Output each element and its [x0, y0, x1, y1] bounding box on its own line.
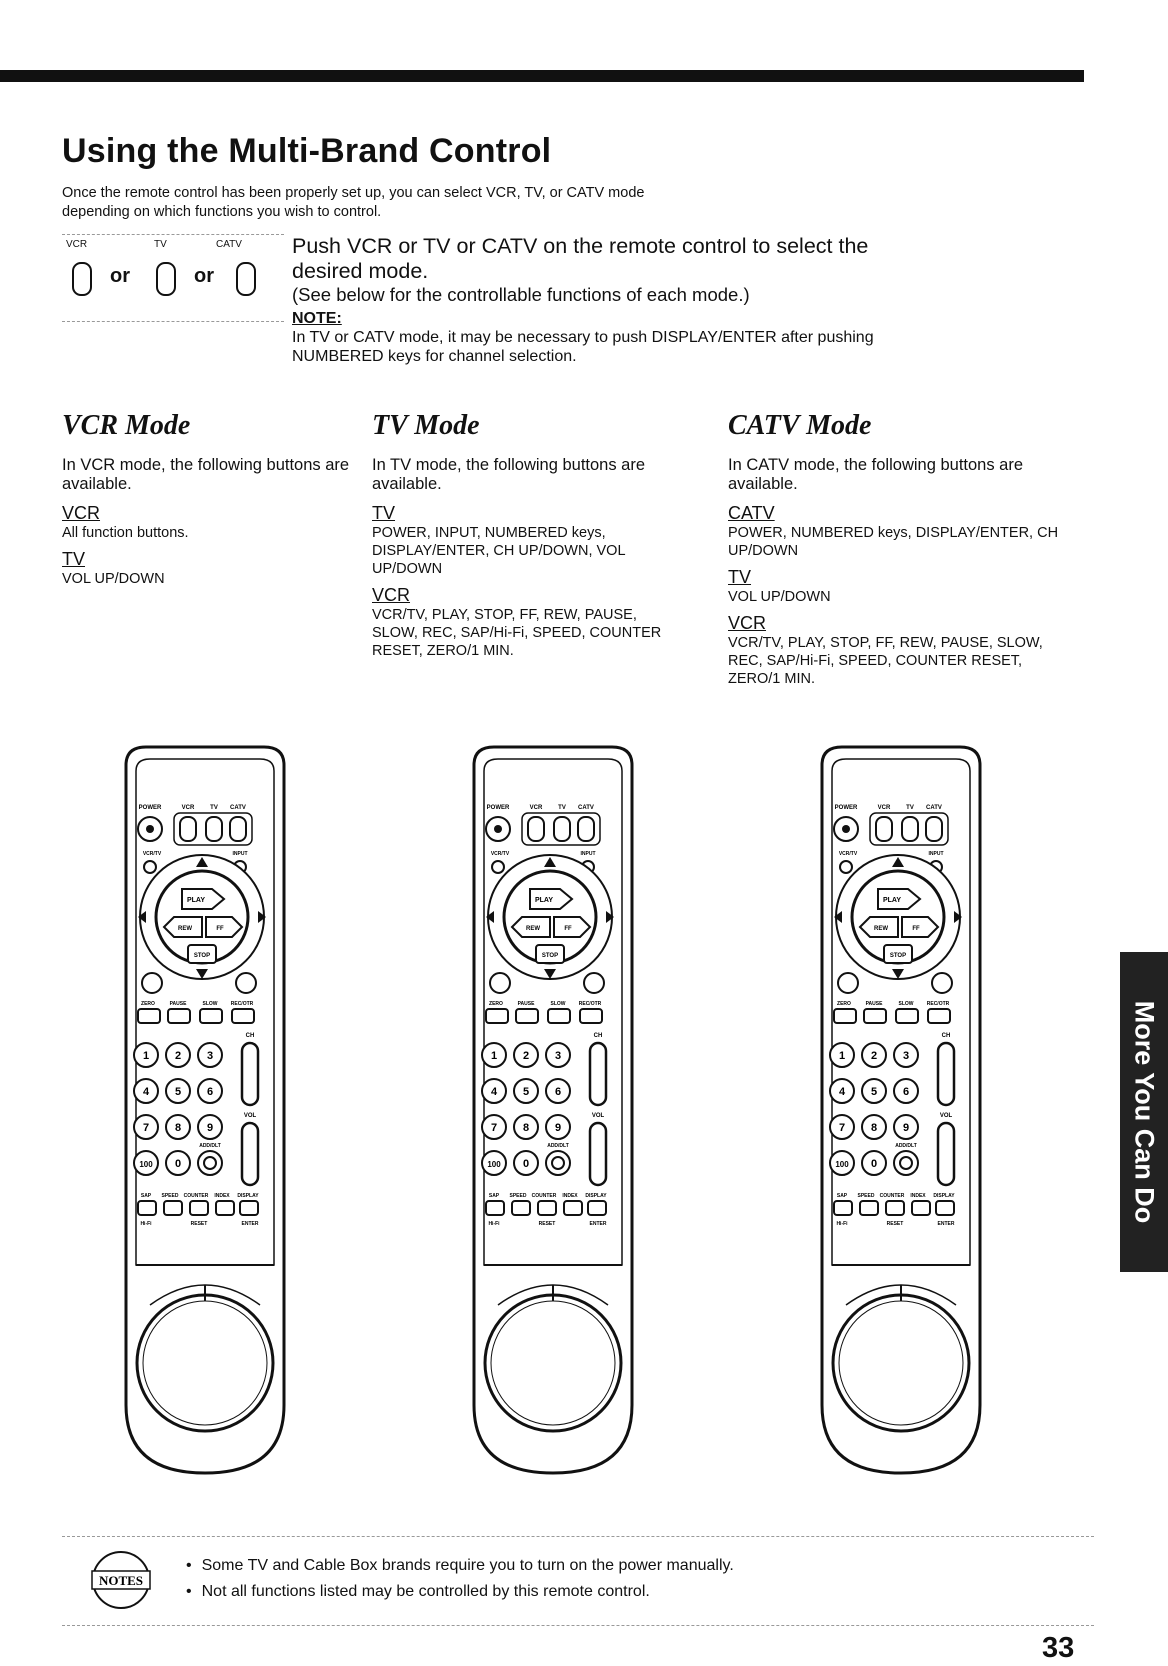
vcr-mode-vcr-body: All function buttons. — [62, 525, 189, 541]
function-button-icon — [486, 1201, 504, 1215]
number-key-label: 4 — [838, 1086, 846, 1098]
catv-key-icon — [236, 262, 256, 296]
bottom-label: SAP — [488, 1193, 500, 1199]
mode-key-icon — [902, 817, 918, 841]
function-button-icon — [896, 1009, 918, 1023]
vcr-label: VCR — [529, 805, 543, 811]
bottom-label: SAP — [836, 1193, 848, 1199]
tv-label: TV — [210, 805, 218, 811]
power-label: POWER — [486, 805, 510, 811]
vcr-mode-title: VCR Mode — [62, 410, 191, 441]
number-key-label: 5 — [870, 1086, 878, 1098]
mode-keys-illustration — [62, 234, 284, 322]
vol-rocker-icon — [938, 1123, 954, 1185]
row-label: PAUSE — [517, 1001, 535, 1007]
push-instruction: Push VCR or TV or CATV on the remote control to select the desired mode. — [292, 234, 869, 283]
mode-key-icon — [554, 817, 570, 841]
number-key-label: 7 — [838, 1122, 846, 1134]
intro-text: Once the remote control has been properly set up, you can select VCR, TV, or CATV mode depending on which functions you wish to control. — [62, 185, 645, 220]
function-button-icon — [216, 1201, 234, 1215]
bottom-sub-label: Hi-Fi — [488, 1221, 500, 1227]
number-key-label: 1 — [838, 1050, 846, 1062]
function-button-icon — [886, 1201, 904, 1215]
mode-key-icon — [876, 817, 892, 841]
stop-label: STOP — [541, 953, 559, 959]
catv-label: CATV — [926, 805, 942, 811]
bottom-sub-label: ENTER — [241, 1221, 259, 1227]
catv-mode-column — [728, 410, 1073, 692]
vcr-mode-tv-heading: TV — [62, 549, 86, 569]
number-key-label: 9 — [206, 1122, 214, 1134]
vol-rocker-icon — [590, 1123, 606, 1185]
ff-label: FF — [912, 926, 920, 932]
tv-mode-title: TV Mode — [372, 410, 480, 441]
vol-label: VOL — [243, 1113, 257, 1119]
remote-illustration-vcr — [116, 745, 294, 1475]
number-key-label: 100 — [835, 1160, 849, 1169]
stop-label: STOP — [889, 953, 907, 959]
row-label: ZERO — [489, 1001, 503, 1007]
catv-mode-tv-heading: TV — [728, 567, 752, 587]
bottom-sub-label: Hi-Fi — [836, 1221, 848, 1227]
play-label: PLAY — [882, 897, 902, 904]
number-key-label: 0 — [174, 1158, 182, 1170]
note-item: • Not all functions listed may be controlled by this remote control. — [186, 1579, 734, 1605]
function-button-icon — [512, 1201, 530, 1215]
number-key-label: 0 — [522, 1158, 530, 1170]
note-heading: NOTE: — [292, 310, 342, 327]
play-label: PLAY — [534, 897, 554, 904]
or-text-2: or — [194, 265, 214, 287]
tv-mode-vcr-body: VCR/TV, PLAY, STOP, FF, REW, PAUSE, SLOW, REC, SAP/Hi-Fi, SPEED, COUNTER RESET, ZERO/1 MIN. — [372, 607, 662, 659]
function-button-icon — [860, 1201, 878, 1215]
vcr-key-icon — [72, 262, 92, 296]
bottom-sub-label: RESET — [190, 1221, 208, 1227]
section-side-tab — [1120, 952, 1168, 1272]
add-dlt-label: ADD/DLT — [895, 1143, 917, 1149]
bottom-label: SPEED — [509, 1193, 527, 1199]
tv-mode-vcr-heading: VCR — [372, 585, 411, 605]
function-button-icon — [834, 1201, 852, 1215]
tv-label: TV — [558, 805, 566, 811]
add-dlt-button-icon — [894, 1151, 918, 1175]
bottom-sub-label: ENTER — [589, 1221, 607, 1227]
mode-key-icon — [528, 817, 544, 841]
bottom-label: INDEX — [910, 1193, 926, 1199]
function-button-icon — [138, 1201, 156, 1215]
function-button-icon — [912, 1201, 930, 1215]
row-label: REC/OTR — [230, 1001, 254, 1007]
row-label: PAUSE — [169, 1001, 187, 1007]
bottom-label: SPEED — [857, 1193, 875, 1199]
ch-label: CH — [245, 1033, 255, 1039]
bottom-label: COUNTER — [183, 1193, 209, 1199]
number-key-label: 3 — [902, 1050, 910, 1062]
number-key-label: 6 — [554, 1086, 562, 1098]
vol-label: VOL — [939, 1113, 953, 1119]
mode-key-icon — [578, 817, 594, 841]
function-button-icon — [168, 1009, 190, 1023]
number-key-label: 6 — [206, 1086, 214, 1098]
bottom-label: SPEED — [161, 1193, 179, 1199]
power-label: POWER — [834, 805, 858, 811]
function-button-icon — [486, 1009, 508, 1023]
bottom-label: DISPLAY — [933, 1193, 955, 1199]
vcrtv-label: VCR/TV — [490, 851, 510, 857]
side-tab-label: More You Can Do — [1129, 1000, 1160, 1224]
number-key-label: 9 — [554, 1122, 562, 1134]
row-label: ZERO — [141, 1001, 155, 1007]
tv-mode-tv-body: POWER, INPUT, NUMBERED keys, DISPLAY/ENTER, CH UP/DOWN, VOL UP/DOWN — [372, 525, 625, 577]
vcrtv-label: VCR/TV — [142, 851, 162, 857]
row-label: SLOW — [550, 1001, 566, 1007]
bottom-label: INDEX — [214, 1193, 230, 1199]
jog-dial-icon — [485, 1295, 621, 1431]
ff-label: FF — [216, 926, 224, 932]
function-button-icon — [538, 1201, 556, 1215]
note-body: In TV or CATV mode, it may be necessary to push DISPLAY/ENTER after pushing NUMBERED keys for channel selection. — [292, 329, 874, 365]
function-button-icon — [240, 1201, 258, 1215]
function-button-icon — [548, 1009, 570, 1023]
rew-label: REW — [526, 926, 540, 932]
number-key-label: 2 — [870, 1050, 878, 1062]
function-button-icon — [138, 1009, 160, 1023]
input-label: INPUT — [580, 851, 596, 857]
catv-mode-vcr-body: VCR/TV, PLAY, STOP, FF, REW, PAUSE, SLOW, REC, SAP/Hi-Fi, SPEED, COUNTER RESET, ZERO/1 MIN. — [728, 635, 1043, 687]
bottom-sub-label: Hi-Fi — [140, 1221, 152, 1227]
catv-label: CATV — [230, 805, 246, 811]
ch-rocker-icon — [938, 1043, 954, 1105]
row-label: ZERO — [837, 1001, 851, 1007]
bottom-label: DISPLAY — [237, 1193, 259, 1199]
number-key-label: 1 — [490, 1050, 498, 1062]
add-dlt-button-icon — [546, 1151, 570, 1175]
number-key-label: 2 — [174, 1050, 182, 1062]
vcr-mode-intro: In VCR mode, the following buttons are available. — [62, 456, 350, 493]
power-label: POWER — [138, 805, 162, 811]
function-button-icon — [190, 1201, 208, 1215]
ch-label: CH — [941, 1033, 951, 1039]
note-item: • Some TV and Cable Box brands require you to turn on the power manually. — [186, 1553, 734, 1579]
ch-rocker-icon — [242, 1043, 258, 1105]
number-key-label: 4 — [490, 1086, 498, 1098]
catv-mode-vcr-heading: VCR — [728, 613, 767, 633]
function-button-icon — [588, 1201, 606, 1215]
vcr-label: VCR — [877, 805, 891, 811]
input-label: INPUT — [928, 851, 944, 857]
vcrtv-button-icon — [144, 861, 156, 873]
catv-label: CATV — [578, 805, 594, 811]
vol-rocker-icon — [242, 1123, 258, 1185]
key-label-catv: CATV — [216, 239, 242, 250]
mode-key-icon — [180, 817, 196, 841]
stop-label: STOP — [193, 953, 211, 959]
tv-label: TV — [906, 805, 914, 811]
number-key-label: 100 — [139, 1160, 153, 1169]
row-label: PAUSE — [865, 1001, 883, 1007]
vcr-mode-column — [62, 410, 392, 592]
vcr-mode-vcr-heading: VCR — [62, 503, 101, 523]
function-button-icon — [200, 1009, 222, 1023]
number-key-label: 6 — [902, 1086, 910, 1098]
tv-key-icon — [156, 262, 176, 296]
add-dlt-label: ADD/DLT — [547, 1143, 569, 1149]
key-label-tv: TV — [154, 239, 167, 250]
catv-mode-tv-body: VOL UP/DOWN — [728, 589, 831, 605]
number-key-label: 100 — [487, 1160, 501, 1169]
number-key-label: 5 — [174, 1086, 182, 1098]
number-key-label: 8 — [174, 1122, 182, 1134]
catv-mode-catv-heading: CATV — [728, 503, 775, 523]
number-key-label: 0 — [870, 1158, 878, 1170]
or-text-1: or — [110, 265, 130, 287]
number-key-label: 8 — [522, 1122, 530, 1134]
top-rule — [0, 70, 1084, 82]
catv-mode-intro: In CATV mode, the following buttons are available. — [728, 456, 1024, 493]
function-button-icon — [928, 1009, 950, 1023]
row-label: REC/OTR — [926, 1001, 950, 1007]
row-label: REC/OTR — [578, 1001, 602, 1007]
function-button-icon — [164, 1201, 182, 1215]
notes-icon-label: NOTES — [98, 1573, 144, 1588]
function-button-icon — [864, 1009, 886, 1023]
number-key-label: 3 — [554, 1050, 562, 1062]
notes-box — [62, 1536, 1094, 1626]
page-title: Using the Multi-Brand Control — [62, 132, 552, 170]
catv-mode-title: CATV Mode — [728, 410, 872, 441]
bottom-label: COUNTER — [879, 1193, 905, 1199]
tv-mode-intro: In TV mode, the following buttons are available. — [372, 456, 646, 493]
number-key-label: 5 — [522, 1086, 530, 1098]
vcrtv-button-icon — [492, 861, 504, 873]
add-dlt-label: ADD/DLT — [199, 1143, 221, 1149]
vcr-mode-tv-body: VOL UP/DOWN — [62, 571, 165, 587]
rew-label: REW — [874, 926, 888, 932]
function-button-icon — [580, 1009, 602, 1023]
row-label: SLOW — [202, 1001, 218, 1007]
jog-dial-icon — [833, 1295, 969, 1431]
function-button-icon — [564, 1201, 582, 1215]
mode-key-icon — [206, 817, 222, 841]
notes-icon — [90, 1549, 152, 1611]
bottom-label: INDEX — [562, 1193, 578, 1199]
number-key-label: 2 — [522, 1050, 530, 1062]
remote-illustration-catv — [812, 745, 990, 1475]
ch-label: CH — [593, 1033, 603, 1039]
tv-mode-tv-heading: TV — [372, 503, 396, 523]
page-number: 33 — [1042, 1632, 1075, 1664]
row-label: SLOW — [898, 1001, 914, 1007]
number-key-label: 3 — [206, 1050, 214, 1062]
mode-key-icon — [230, 817, 246, 841]
bottom-label: SAP — [140, 1193, 152, 1199]
bottom-sub-label: ENTER — [937, 1221, 955, 1227]
input-label: INPUT — [232, 851, 248, 857]
tv-mode-column — [372, 410, 672, 664]
catv-mode-catv-body: POWER, NUMBERED keys, DISPLAY/ENTER, CH UP/DOWN — [728, 525, 1059, 559]
add-dlt-button-icon — [198, 1151, 222, 1175]
jog-dial-icon — [137, 1295, 273, 1431]
mode-key-icon — [926, 817, 942, 841]
function-button-icon — [516, 1009, 538, 1023]
notes-list — [186, 1553, 734, 1605]
function-button-icon — [936, 1201, 954, 1215]
number-key-label: 8 — [870, 1122, 878, 1134]
number-key-label: 4 — [142, 1086, 150, 1098]
vcr-label: VCR — [181, 805, 195, 811]
vcrtv-button-icon — [840, 861, 852, 873]
function-button-icon — [232, 1009, 254, 1023]
number-key-label: 7 — [142, 1122, 150, 1134]
see-below-text: (See below for the controllable functions of each mode.) — [292, 284, 750, 305]
number-key-label: 7 — [490, 1122, 498, 1134]
play-label: PLAY — [186, 897, 206, 904]
bottom-label: COUNTER — [531, 1193, 557, 1199]
rew-label: REW — [178, 926, 192, 932]
number-key-label: 1 — [142, 1050, 150, 1062]
vcrtv-label: VCR/TV — [838, 851, 858, 857]
bottom-sub-label: RESET — [886, 1221, 904, 1227]
key-label-vcr: VCR — [66, 239, 88, 250]
bottom-label: DISPLAY — [585, 1193, 607, 1199]
bottom-sub-label: RESET — [538, 1221, 556, 1227]
ff-label: FF — [564, 926, 572, 932]
remote-illustration-tv — [464, 745, 642, 1475]
ch-rocker-icon — [590, 1043, 606, 1105]
vol-label: VOL — [591, 1113, 605, 1119]
function-button-icon — [834, 1009, 856, 1023]
number-key-label: 9 — [902, 1122, 910, 1134]
